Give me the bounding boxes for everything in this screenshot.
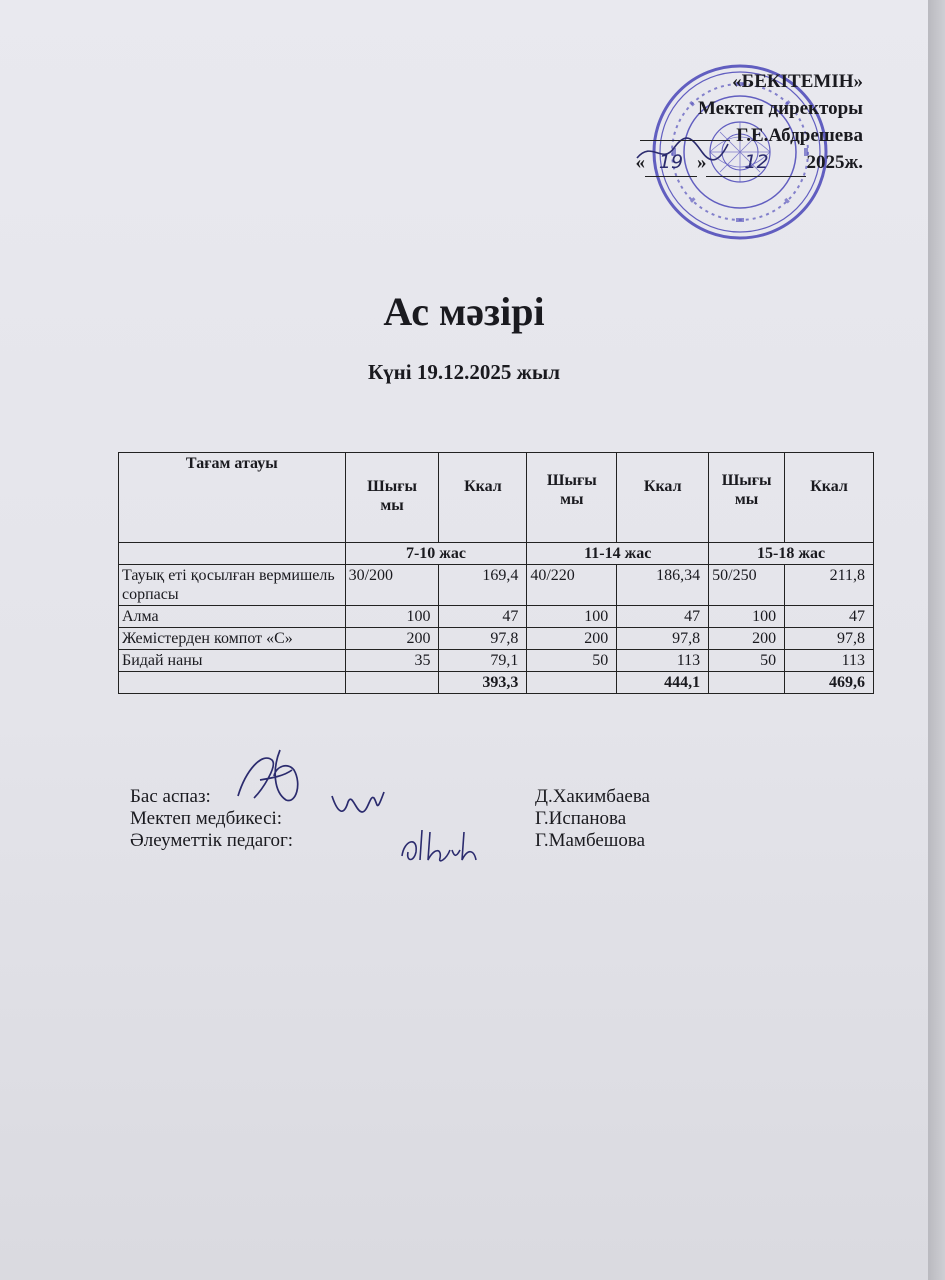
table-header-row: [119, 453, 874, 543]
portion-cell: 200: [709, 628, 785, 650]
portion-cell: 100: [709, 606, 785, 628]
total-kcal-11-14: 444,1: [617, 672, 709, 694]
page-title: Ас мәзірі: [383, 289, 545, 334]
kcal-cell: 97,8: [617, 628, 709, 650]
table-row: [119, 628, 874, 650]
header-portion: Шығы мы: [527, 453, 617, 543]
kcal-cell: 113: [617, 650, 709, 672]
totals-empty-cell: [709, 672, 785, 694]
date-month-handwritten: 12: [706, 149, 806, 177]
date-day-handwritten: 19: [645, 149, 697, 177]
portion-cell: 200: [527, 628, 617, 650]
kcal-cell: 47: [785, 606, 874, 628]
table-row: [119, 650, 874, 672]
header-portion: Шығы мы: [709, 453, 785, 543]
date-close-quote: »: [696, 152, 707, 173]
totals-empty-cell: [345, 672, 439, 694]
header-portion: Шығы мы: [345, 453, 439, 543]
table-row: [119, 606, 874, 628]
age-group-empty-cell: [119, 543, 346, 565]
portion-cell: 50/250: [709, 565, 785, 606]
dish-name-cell: Алма: [119, 606, 346, 628]
age-group-7-10: 7-10 жас: [345, 543, 527, 565]
chef-handwritten-signature: [232, 740, 312, 812]
approval-director-line: [635, 122, 863, 149]
portion-cell: 100: [345, 606, 439, 628]
signature-name: Г.Испанова: [535, 808, 627, 829]
social-pedagogue-handwritten-signature: [398, 826, 482, 870]
header-kcal: Ккал: [617, 453, 709, 543]
kcal-cell: 186,34: [617, 565, 709, 606]
approval-year: 2025ж.: [806, 152, 863, 173]
portion-cell: 40/220: [527, 565, 617, 606]
header-kcal: Ккал: [439, 453, 527, 543]
approval-heading: «БЕКІТЕМІН»: [732, 71, 863, 92]
header-dish-name: Тағам атауы: [119, 453, 346, 543]
signature-role: Әлеуметтік педагог:: [130, 830, 294, 851]
kcal-cell: 211,8: [785, 565, 874, 606]
signature-name: Д.Хакимбаева: [535, 786, 650, 807]
age-group-row: [119, 543, 874, 565]
portion-cell: 35: [345, 650, 439, 672]
signature-role: Бас аспаз:: [130, 786, 211, 807]
kcal-cell: 169,4: [439, 565, 527, 606]
portion-cell: 30/200: [345, 565, 439, 606]
kcal-cell: 47: [617, 606, 709, 628]
page-edge-shadow: [928, 0, 945, 1280]
approval-director-name: Г.Е.Абдрешева: [736, 125, 863, 146]
portion-cell: 50: [527, 650, 617, 672]
total-kcal-15-18: 469,6: [785, 672, 874, 694]
date-open-quote: «: [635, 152, 645, 173]
signature-row-chef: [130, 786, 690, 808]
header-kcal: Ккал: [785, 453, 874, 543]
nurse-handwritten-signature: [328, 784, 390, 824]
totals-row: [119, 672, 874, 694]
portion-cell: 200: [345, 628, 439, 650]
portion-cell: 50: [709, 650, 785, 672]
portion-cell: 100: [527, 606, 617, 628]
director-signature-line: [640, 140, 730, 141]
menu-date: Күні 19.12.2025 жыл: [367, 360, 561, 384]
totals-empty-cell: [119, 672, 346, 694]
kcal-cell: 79,1: [439, 650, 527, 672]
kcal-cell: 113: [785, 650, 874, 672]
approval-block: [635, 68, 863, 177]
age-group-11-14: 11-14 жас: [527, 543, 709, 565]
approval-position: Мектеп директоры: [697, 98, 863, 119]
table-row: [119, 565, 874, 606]
approval-date-line: [635, 149, 863, 177]
dish-name-cell: Жемістерден компот «С»: [119, 628, 346, 650]
menu-table: [118, 452, 874, 694]
kcal-cell: 97,8: [785, 628, 874, 650]
total-kcal-7-10: 393,3: [439, 672, 527, 694]
kcal-cell: 47: [439, 606, 527, 628]
totals-empty-cell: [527, 672, 617, 694]
dish-name-cell: Бидай наны: [119, 650, 346, 672]
kcal-cell: 97,8: [439, 628, 527, 650]
age-group-15-18: 15-18 жас: [709, 543, 874, 565]
signature-role: Мектеп медбикесі:: [130, 808, 283, 829]
dish-name-cell: Тауық еті қосылған вермишель сорпасы: [119, 565, 346, 606]
signature-name: Г.Мамбешова: [535, 830, 646, 851]
